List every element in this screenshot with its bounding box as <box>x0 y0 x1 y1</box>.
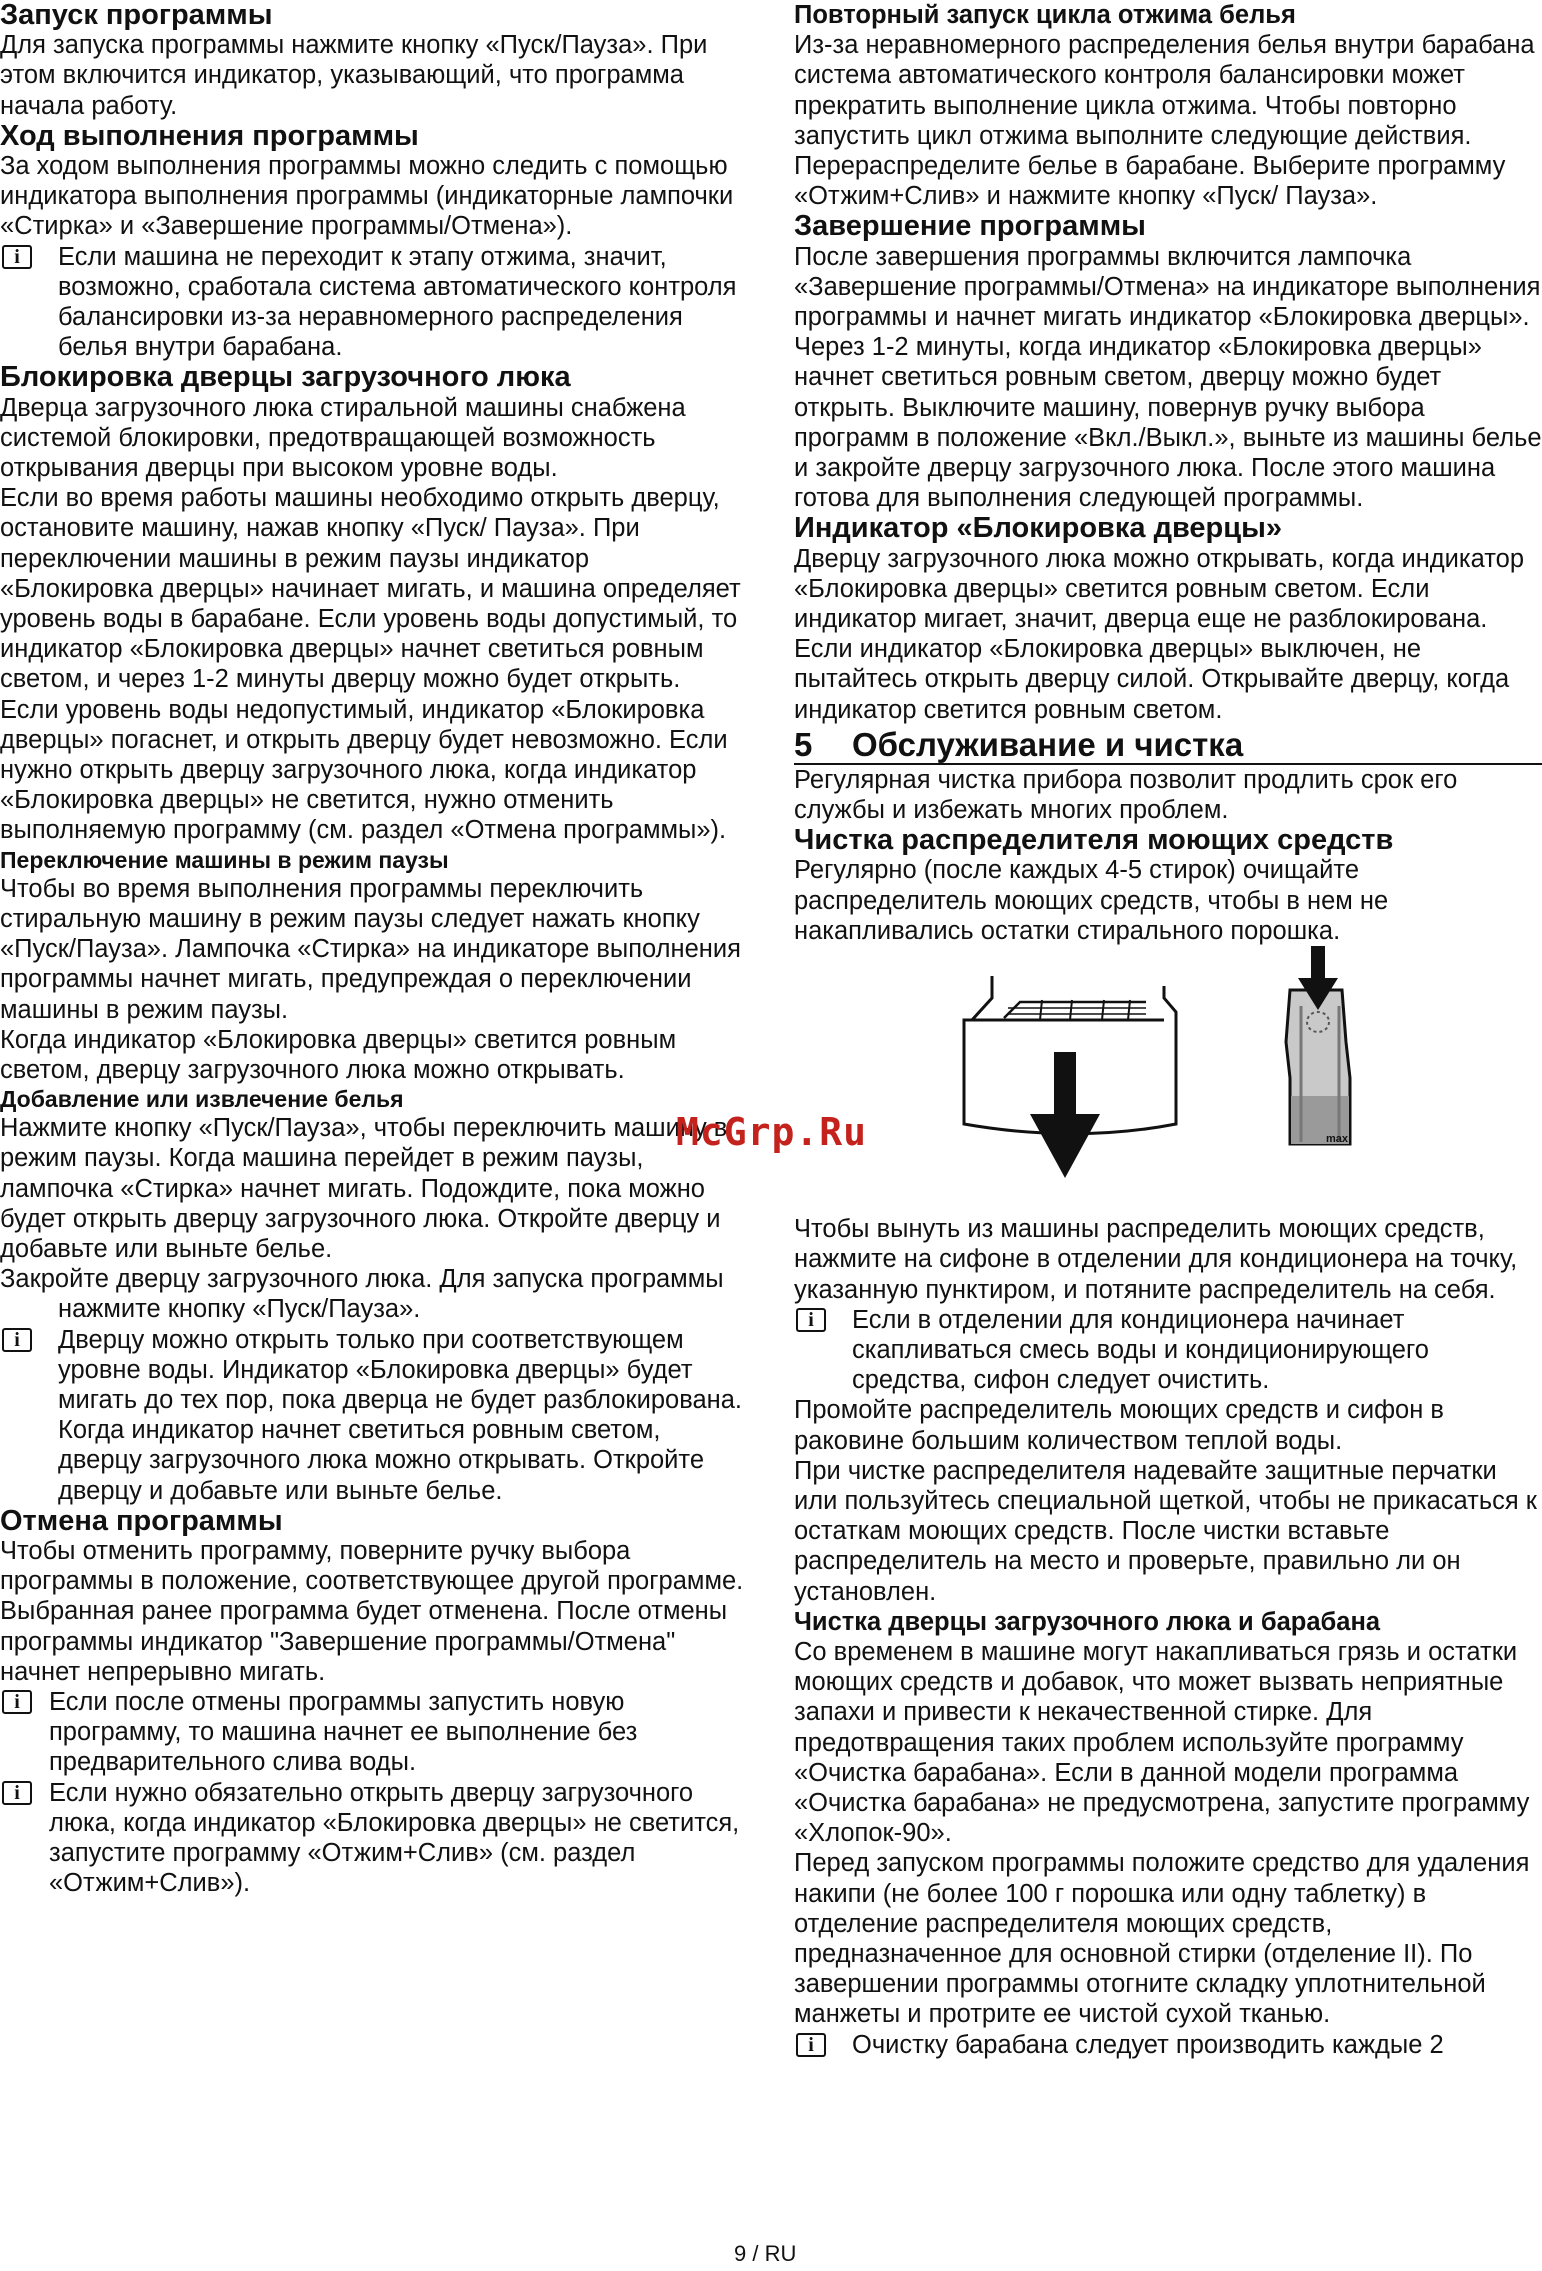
heading-hod: Ход выполнения программы <box>0 119 419 152</box>
section-heading <box>794 727 1542 765</box>
note-hod-text: Если машина не переходит к этапу отжима, значит, возможно, сработала система автоматического контроля балансировки из-за неравномерного распределения белья внутри барабана. <box>58 242 737 362</box>
info-icon: i <box>796 2033 826 2057</box>
info-icon: i <box>2 245 32 269</box>
heading-dverc: Чистка дверцы загрузочного люка и барабана <box>794 1607 1381 1636</box>
info-icon: i <box>2 1328 32 1352</box>
right-column <box>794 0 1542 2060</box>
watermark: McGrp.Ru <box>676 1110 868 1154</box>
note-dobav <box>0 1325 748 1506</box>
dispenser-illustration <box>794 946 1542 1214</box>
drawer-arrow-icon <box>1030 1052 1100 1178</box>
para-raspr: Регулярно (после каждых 4-5 стирок) очищайте распределитель моющих средств, чтобы в нем не накапливались остатки стирального порошка. <box>794 856 1389 945</box>
section-number: 5 <box>794 725 813 763</box>
para-indik: Дверцу загрузочного люка можно открывать, когда индикатор «Блокировка дверцы» светится ровным светом. Если индикатор мигает, значит, дверца еще не разблокирована. Если индикатор «Блокировка дверцы» выключен, не пытайтесь открыть дверцу силой. Открывайте дверцу, когда индикатор светится ровным светом. <box>794 544 1525 724</box>
heading-dobav: Добавление или извлечение белья <box>0 1086 404 1113</box>
heading-raspr: Чистка распределителя моющих средств <box>794 824 1394 857</box>
info-icon: i <box>2 1690 32 1714</box>
para-dobav-2: Закройте дверцу загрузочного люка. Для запуска программы нажмите кнопку «Пуск/Пауза». <box>0 1265 724 1324</box>
note-dverc-text: Очистку барабана следует производить каждые 2 <box>852 2030 1444 2059</box>
para-dobav-1: Нажмите кнопку «Пуск/Пауза», чтобы переключить машину в режим паузы. Когда машина перейдет в режим паузы, лампочка «Стирка» начнет мигать. Подождите, пока можно будет открыть дверцу загрузочного люка. Откройте дверцу и добавьте или выньте белье. <box>0 1114 728 1263</box>
para-obsl: Регулярная чистка прибора позволит продлить срок его службы и избежать многих проблем. <box>794 765 1458 825</box>
heading-otmena: Отмена программы <box>0 1504 283 1537</box>
note-raspr <box>794 1305 1542 1396</box>
note-otmena-1 <box>0 1687 748 1778</box>
heading-pauza: Переключение машины в режим паузы <box>0 846 449 873</box>
left-column <box>0 0 748 1898</box>
para-zaversh: После завершения программы включится лампочка «Завершение программы/Отмена» на индикаторе выполнения программы и начнет мигать индикатор «Блокировка дверцы». Через 1-2 минуты, когда индикатор «Блокировка дверцы» начнет светиться ровным светом, дверцу можно будет открыть. Выключите машину, повернув ручку выбора программ в положение «Вкл./Выкл.», выньте из машины белье и закройте дверцу загрузочного люка. После этого машина готова для выполнения следующей программы. <box>794 242 1542 513</box>
note-otmena-2-text: Если нужно обязательно открыть дверцу загрузочного люка, когда индикатор «Блокировка дверцы» не светится, запустите программу «Отжим+Слив» (см. раздел «Отжим+Слив»). <box>49 1778 740 1898</box>
para-blok-3: Если уровень воды недопустимый, индикатор «Блокировка дверцы» погаснет, и открыть дверцу будет невозможно. Если нужно открыть дверцу загрузочного люка, когда индикатор «Блокировка дверцы» не светится, нужно отменить выполняемую программу (см. раздел «Отмена программы»). <box>0 695 728 845</box>
para-hod: За ходом выполнения программы можно следить с помощью индикатора выполнения программы (индикаторные лампочки «Стирка» и «Завершение программы/Отмена»). <box>0 152 734 241</box>
siphon-drawing <box>1286 990 1350 1145</box>
note-dobav-text: Дверцу можно открыть только при соответствующем уровне воды. Индикатор «Блокировка дверцы» будет мигать до тех пор, пока дверца не будет разблокирована. Когда индикатор начнет светиться ровным светом, дверцу загрузочного люка можно открывать. Откройте дверцу и добавьте или выньте белье. <box>58 1325 742 1505</box>
note-otmena-1-text: Если после отмены программы запустить новую программу, то машина начнет ее выполнение без предварительного слива воды. <box>49 1687 638 1777</box>
para-povtor-2: Перераспределите белье в барабане. Выберите программу «Отжим+Слив» и нажмите кнопку «Пуск/ Пауза». <box>794 152 1506 211</box>
note-hod <box>0 242 748 363</box>
heading-indik: Индикатор «Блокировка дверцы» <box>794 512 1282 545</box>
para-raspr-3: Промойте распределитель моющих средств и сифон в раковине большим количеством теплой воды. <box>794 1396 1444 1455</box>
page-number: 9 / RU <box>734 2241 797 2266</box>
para-dverc-1: Со временем в машине могут накапливаться грязь и остатки моющих средств и добавок, что может вызвать неприятные запахи и привести к некачественной стирке. Для предотвращения таких проблем используйте программу «Очистка барабана». Если в данной модели программа «Очистка барабана» не предусмотрена, запустите программу «Хлопок-90». <box>794 1637 1530 1848</box>
info-icon: i <box>2 1781 32 1805</box>
heading-zapusk: Запуск программы <box>0 0 273 31</box>
heading-povtor: Повторный запуск цикла отжима белья <box>794 1 1296 29</box>
info-icon: i <box>796 1308 826 1332</box>
note-dverc <box>794 2030 1542 2060</box>
dispenser-figure <box>794 946 1542 1214</box>
heading-zaversh: Завершение программы <box>794 210 1146 243</box>
para-zapusk: Для запуска программы нажмите кнопку «Пуск/Пауза». При этом включится индикатор, указывающий, что программа начала работу. <box>0 31 708 120</box>
max-label: max <box>1326 1133 1349 1146</box>
heading-blok: Блокировка дверцы загрузочного люка <box>0 361 571 394</box>
para-raspr-2: Чтобы вынуть из машины распределить моющих средств, нажмите на сифоне в отделении для кондиционера на точку, указанную пунктиром, и потяните распределитель на себя. <box>794 1215 1518 1304</box>
para-pauza-2: Когда индикатор «Блокировка дверцы» светится ровным светом, дверцу загрузочного люка можно открывать. <box>0 1025 677 1084</box>
para-blok-1: Дверца загрузочного люка стиральной машины снабжена системой блокировки, предотвращающей возможность открывания дверцы при высоком уровне воды. <box>0 393 686 483</box>
para-raspr-4: При чистке распределителя надевайте защитные перчатки или пользуйтесь специальной щеткой, чтобы не прикасаться к остаткам моющих средств. После чистки вставьте распределитель на место и проверьте, правильно ли он установлен. <box>794 1456 1537 1606</box>
para-pauza-1: Чтобы во время выполнения программы переключить стиральную машину в режим паузы следует нажать кнопку «Пуск/Пауза». Лампочка «Стирка» на индикаторе выполнения программы начнет мигать, предупреждая о переключении машины в режим паузы. <box>0 874 741 1024</box>
para-dverc-2: Перед запуском программы положите средство для удаления накипи (не более 100 г порошка или одну таблетку) в отделение распределителя моющих средств, предназначенное для основной стирки (отделение II). По завершении программы отогните складку уплотнительной манжеты и протрите ее чистой сухой тканью. <box>794 1849 1530 2029</box>
para-otmena: Чтобы отменить программу, поверните ручку выбора программы в положение, соответствующее другой программе. Выбранная ранее программа будет отменена. После отмены программы индикатор "Завершение программы/Отмена" начнет непрерывно мигать. <box>0 1536 744 1686</box>
para-povtor-1: Из-за неравномерного распределения белья внутри барабана система автоматического контроля балансировки может прекратить выполнение цикла отжима. Чтобы повторно запустить цикл отжима выполните следующие действия. <box>794 31 1535 150</box>
note-otmena-2 <box>0 1778 748 1899</box>
para-blok-2: Если во время работы машины необходимо открыть дверцу, остановите машину, нажав кнопку «Пуск/ Пауза». При переключении машины в режим паузы индикатор «Блокировка дверцы» начинает мигать, и машина определяет уровень воды в барабане. Если уровень воды допустимый, то индикатор «Блокировка дверцы» начнет светиться ровным светом, и через 1-2 минуты дверцу можно будет открыть. <box>0 484 741 694</box>
section-title: Обслуживание и чистка <box>852 725 1244 763</box>
note-raspr-text: Если в отделении для кондиционера начинает скапливаться смесь воды и кондиционирующего средства, сифон следует очистить. <box>852 1305 1429 1395</box>
